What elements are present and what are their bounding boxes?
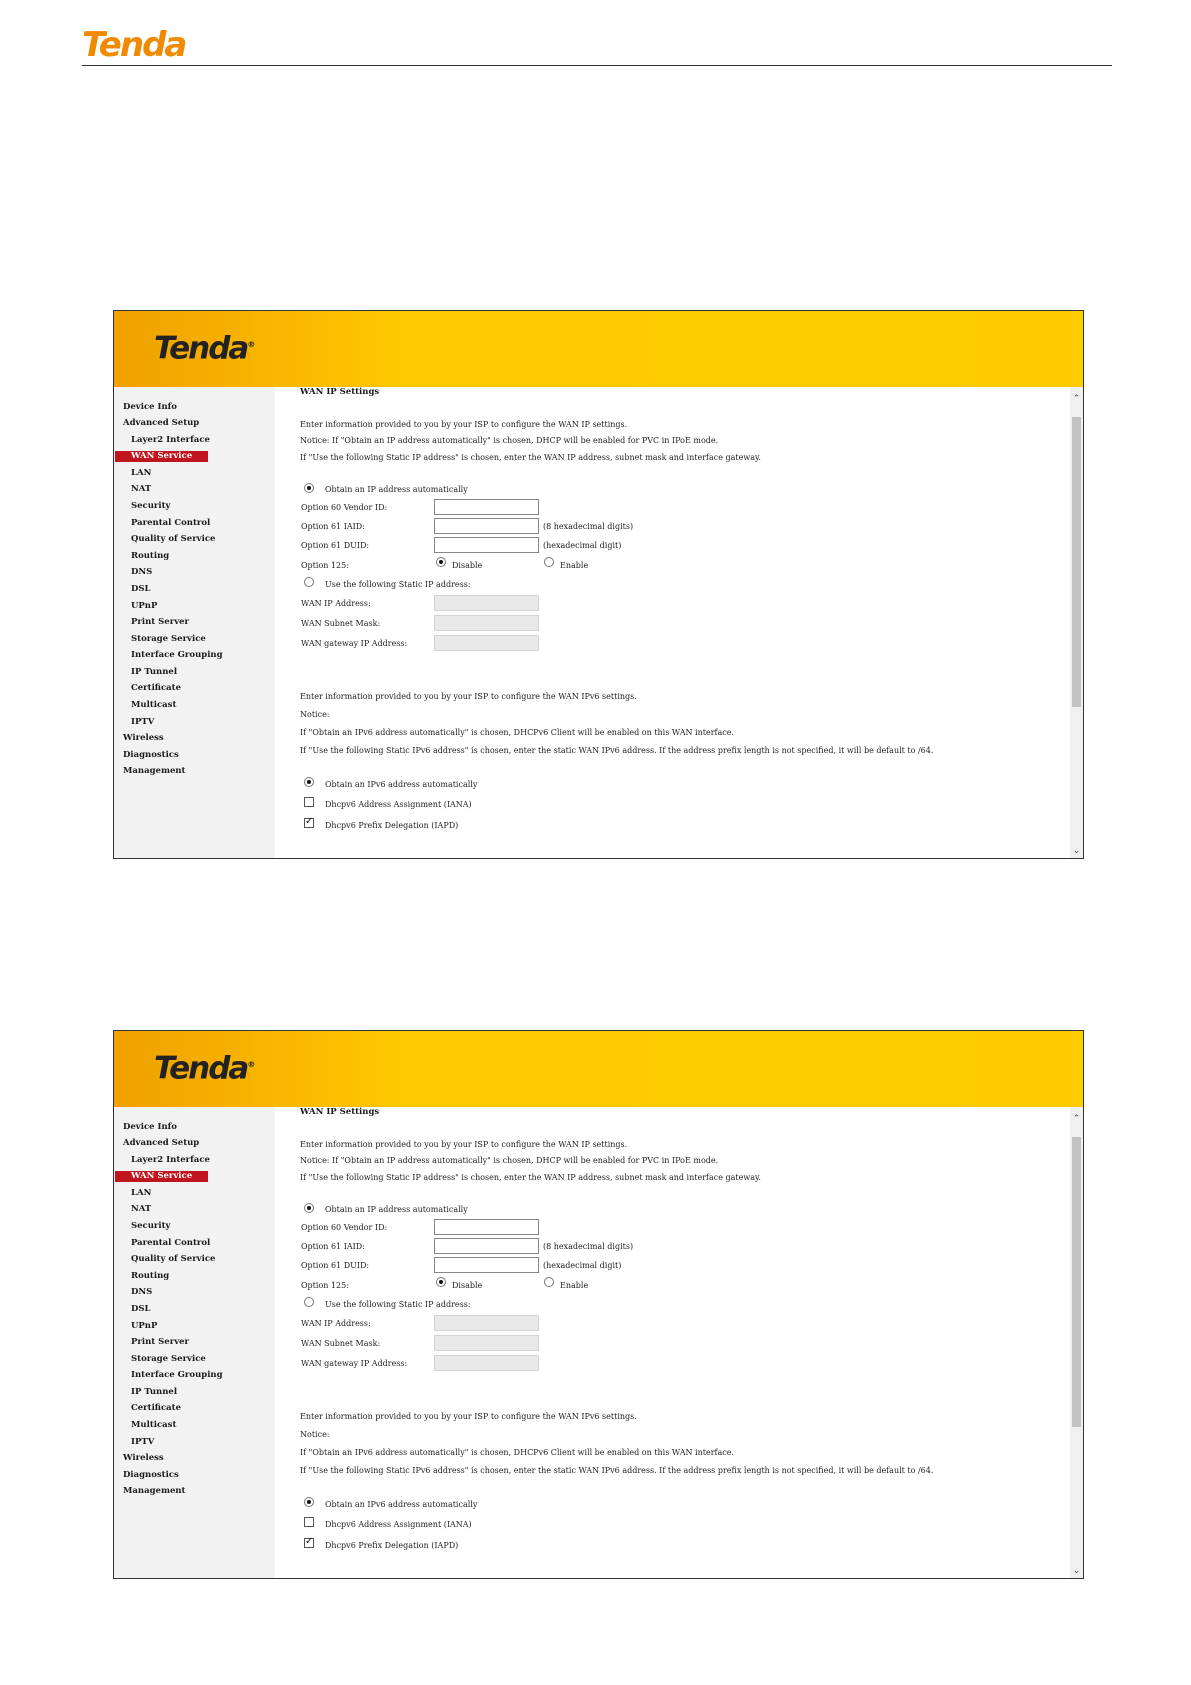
tenda-logo: Tenda — [82, 25, 186, 65]
option60-label: Option 60 Vendor ID: — [301, 503, 388, 512]
sidebar-item-layer2-interface[interactable]: Layer2 Interface — [131, 1155, 210, 1165]
notice-text: If "Use the following Static IP address" is chosen, enter the WAN IP address, subnet mask and interface gateway. — [300, 1173, 761, 1182]
chevron-up-icon[interactable]: ⌃ — [1072, 1114, 1081, 1124]
iapd-checkbox[interactable] — [304, 818, 314, 828]
obtain-ip-auto-radio[interactable] — [304, 1203, 314, 1213]
sidebar-item-dns[interactable]: DNS — [131, 567, 153, 577]
option125-disable-radio[interactable] — [436, 557, 446, 567]
wan-subnet-input[interactable] — [434, 1335, 539, 1351]
wan-ip-input[interactable] — [434, 1315, 539, 1331]
ipv6-notice-heading: Notice: — [300, 710, 330, 719]
chevron-up-icon[interactable]: ⌃ — [1072, 394, 1081, 404]
sidebar-item-iptv[interactable]: IPTV — [131, 717, 155, 727]
sidebar-item-certificate[interactable]: Certificate — [131, 1403, 182, 1413]
option125-enable-radio[interactable] — [544, 1277, 554, 1287]
sidebar-item-routing[interactable]: Routing — [131, 1271, 170, 1281]
wan-ip-settings-panel — [275, 387, 1083, 859]
option61-duid-hint: (hexadecimal digit) — [543, 541, 622, 550]
iana-label: Dhcpv6 Address Assignment (IANA) — [325, 1520, 472, 1529]
router-banner — [114, 311, 1083, 387]
ipv6-notice-text: If "Use the following Static IPv6 address" is chosen, enter the static WAN IPv6 address. If the address prefix length is not specified, it will be default to /64. — [300, 746, 934, 755]
notice-text: If "Use the following Static IP address" is chosen, enter the WAN IP address, subnet mask and interface gateway. — [300, 453, 761, 462]
sidebar-item-nat[interactable]: NAT — [131, 1204, 152, 1214]
option61-iaid-hint: (8 hexadecimal digits) — [543, 522, 634, 531]
obtain-ipv6-auto-radio[interactable] — [304, 777, 314, 787]
sidebar-nav — [114, 387, 275, 859]
wan-ip-settings-panel — [275, 1107, 1083, 1579]
sidebar-item-wireless[interactable]: Wireless — [123, 733, 164, 743]
wan-subnet-label: WAN Subnet Mask: — [301, 1339, 381, 1348]
sidebar-item-diagnostics[interactable]: Diagnostics — [123, 750, 179, 760]
sidebar-item-storage-service[interactable]: Storage Service — [131, 1354, 206, 1364]
obtain-ip-auto-label: Obtain an IP address automatically — [325, 485, 468, 494]
option61-iaid-label: Option 61 IAID: — [301, 522, 365, 531]
sidebar-item-storage-service[interactable]: Storage Service — [131, 634, 206, 644]
sidebar-item-diagnostics[interactable]: Diagnostics — [123, 1470, 179, 1480]
ipv6-notice-text: If "Use the following Static IPv6 address" is chosen, enter the static WAN IPv6 address. If the address prefix length is not specified, it will be default to /64. — [300, 1466, 934, 1475]
option61-iaid-hint: (8 hexadecimal digits) — [543, 1242, 634, 1251]
sidebar-item-advanced-setup[interactable]: Advanced Setup — [123, 418, 200, 428]
wan-subnet-label: WAN Subnet Mask: — [301, 619, 381, 628]
option61-duid-input[interactable] — [434, 1257, 539, 1273]
iapd-checkbox[interactable] — [304, 1538, 314, 1548]
option61-iaid-input[interactable] — [434, 518, 539, 534]
use-static-ip-radio[interactable] — [304, 577, 314, 587]
sidebar-item-dsl[interactable]: DSL — [131, 1304, 151, 1314]
sidebar-item-wan-service[interactable]: WAN Service — [115, 451, 208, 462]
chevron-down-icon[interactable]: ⌄ — [1072, 1566, 1081, 1576]
iana-label: Dhcpv6 Address Assignment (IANA) — [325, 800, 472, 809]
wan-gateway-label: WAN gateway IP Address: — [301, 639, 408, 648]
sidebar-item-management[interactable]: Management — [123, 766, 186, 776]
ipv6-notice-text: If "Obtain an IPv6 address automatically" is chosen, DHCPv6 Client will be enabled on this WAN interface. — [300, 1448, 735, 1457]
page-title: WAN IP Settings — [300, 387, 380, 397]
sidebar-item-wireless[interactable]: Wireless — [123, 1453, 164, 1463]
option61-duid-input[interactable] — [434, 537, 539, 553]
option125-disable-radio[interactable] — [436, 1277, 446, 1287]
option125-disable-label: Disable — [452, 561, 483, 570]
notice-text: Notice: If "Obtain an IP address automatically" is chosen, DHCP will be enabled for PVC in IPoE mode. — [300, 1156, 719, 1165]
sidebar-item-interface-grouping[interactable]: Interface Grouping — [131, 650, 223, 660]
router-screenshot-2 — [113, 1030, 1084, 1579]
iapd-label: Dhcpv6 Prefix Delegation (IAPD) — [325, 821, 459, 830]
sidebar-item-ip-tunnel[interactable]: IP Tunnel — [131, 1387, 178, 1397]
wan-ip-label: WAN IP Address: — [301, 599, 371, 608]
sidebar-item-layer2-interface[interactable]: Layer2 Interface — [131, 435, 210, 445]
option125-disable-label: Disable — [452, 1281, 483, 1290]
sidebar-item-parental-control[interactable]: Parental Control — [131, 1238, 211, 1248]
sidebar-item-wan-service[interactable]: WAN Service — [115, 1171, 208, 1182]
iana-checkbox[interactable] — [304, 1517, 314, 1527]
router-screenshot-1 — [113, 310, 1084, 859]
wan-gateway-label: WAN gateway IP Address: — [301, 1359, 408, 1368]
sidebar-item-management[interactable]: Management — [123, 1486, 186, 1496]
sidebar-item-quality-of-service[interactable]: Quality of Service — [131, 534, 216, 544]
sidebar-item-multicast[interactable]: Multicast — [131, 700, 177, 710]
ipv6-intro-text: Enter information provided to you by your ISP to configure the WAN IPv6 settings. — [300, 1412, 637, 1421]
router-logo: Tenda® — [154, 330, 256, 367]
option60-input[interactable] — [434, 499, 539, 515]
vertical-scrollbar[interactable] — [1070, 1107, 1083, 1579]
scroll-thumb[interactable] — [1072, 1137, 1081, 1427]
obtain-ip-auto-radio[interactable] — [304, 483, 314, 493]
option61-duid-label: Option 61 DUID: — [301, 1261, 370, 1270]
use-static-ip-label: Use the following Static IP address: — [325, 580, 471, 589]
obtain-ipv6-auto-radio[interactable] — [304, 1497, 314, 1507]
wan-ip-label: WAN IP Address: — [301, 1319, 371, 1328]
iana-checkbox[interactable] — [304, 797, 314, 807]
vertical-scrollbar[interactable] — [1070, 387, 1083, 859]
sidebar-item-quality-of-service[interactable]: Quality of Service — [131, 1254, 216, 1264]
option61-iaid-input[interactable] — [434, 1238, 539, 1254]
wan-ip-input[interactable] — [434, 595, 539, 611]
notice-text: Notice: If "Obtain an IP address automatically" is chosen, DHCP will be enabled for PVC in IPoE mode. — [300, 436, 719, 445]
option60-input[interactable] — [434, 1219, 539, 1235]
chevron-down-icon[interactable]: ⌄ — [1072, 846, 1081, 856]
option125-enable-label: Enable — [560, 561, 589, 570]
sidebar-item-lan[interactable]: LAN — [131, 468, 152, 478]
sidebar-item-ip-tunnel[interactable]: IP Tunnel — [131, 667, 178, 677]
use-static-ip-radio[interactable] — [304, 1297, 314, 1307]
sidebar-item-upnp[interactable]: UPnP — [131, 601, 158, 611]
option61-duid-label: Option 61 DUID: — [301, 541, 370, 550]
sidebar-item-upnp[interactable]: UPnP — [131, 1321, 158, 1331]
sidebar-item-parental-control[interactable]: Parental Control — [131, 518, 211, 528]
option125-label: Option 125: — [301, 561, 349, 570]
sidebar-item-multicast[interactable]: Multicast — [131, 1420, 177, 1430]
option61-iaid-label: Option 61 IAID: — [301, 1242, 365, 1251]
sidebar-nav — [114, 1107, 275, 1579]
option60-label: Option 60 Vendor ID: — [301, 1223, 388, 1232]
router-banner — [114, 1031, 1083, 1107]
ipv6-notice-heading: Notice: — [300, 1430, 330, 1439]
obtain-ipv6-auto-label: Obtain an IPv6 address automatically — [325, 1500, 478, 1509]
sidebar-item-dsl[interactable]: DSL — [131, 584, 151, 594]
sidebar-item-certificate[interactable]: Certificate — [131, 683, 182, 693]
scroll-thumb[interactable] — [1072, 417, 1081, 707]
wan-subnet-input[interactable] — [434, 615, 539, 631]
router-logo: Tenda® — [154, 1050, 256, 1087]
sidebar-item-nat[interactable]: NAT — [131, 484, 152, 494]
option61-duid-hint: (hexadecimal digit) — [543, 1261, 622, 1270]
sidebar-item-routing[interactable]: Routing — [131, 551, 170, 561]
wan-gateway-input[interactable] — [434, 635, 539, 651]
sidebar-item-security[interactable]: Security — [131, 501, 171, 511]
sidebar-item-print-server[interactable]: Print Server — [131, 1337, 190, 1347]
sidebar-item-iptv[interactable]: IPTV — [131, 1437, 155, 1447]
sidebar-item-security[interactable]: Security — [131, 1221, 171, 1231]
obtain-ip-auto-label: Obtain an IP address automatically — [325, 1205, 468, 1214]
intro-text: Enter information provided to you by your ISP to configure the WAN IP settings. — [300, 1140, 628, 1149]
use-static-ip-label: Use the following Static IP address: — [325, 1300, 471, 1309]
sidebar-item-advanced-setup[interactable]: Advanced Setup — [123, 1138, 200, 1148]
sidebar-item-device-info[interactable]: Device Info — [123, 402, 177, 412]
page-header — [82, 22, 1112, 66]
intro-text: Enter information provided to you by your ISP to configure the WAN IP settings. — [300, 420, 628, 429]
option125-enable-label: Enable — [560, 1281, 589, 1290]
sidebar-item-lan[interactable]: LAN — [131, 1188, 152, 1198]
option125-label: Option 125: — [301, 1281, 349, 1290]
sidebar-item-interface-grouping[interactable]: Interface Grouping — [131, 1370, 223, 1380]
sidebar-item-print-server[interactable]: Print Server — [131, 617, 190, 627]
sidebar-item-dns[interactable]: DNS — [131, 1287, 153, 1297]
ipv6-notice-text: If "Obtain an IPv6 address automatically" is chosen, DHCPv6 Client will be enabled on this WAN interface. — [300, 728, 735, 737]
ipv6-intro-text: Enter information provided to you by your ISP to configure the WAN IPv6 settings. — [300, 692, 637, 701]
sidebar-item-device-info[interactable]: Device Info — [123, 1122, 177, 1132]
wan-gateway-input[interactable] — [434, 1355, 539, 1371]
iapd-label: Dhcpv6 Prefix Delegation (IAPD) — [325, 1541, 459, 1550]
option125-enable-radio[interactable] — [544, 557, 554, 567]
page-title: WAN IP Settings — [300, 1107, 380, 1117]
obtain-ipv6-auto-label: Obtain an IPv6 address automatically — [325, 780, 478, 789]
